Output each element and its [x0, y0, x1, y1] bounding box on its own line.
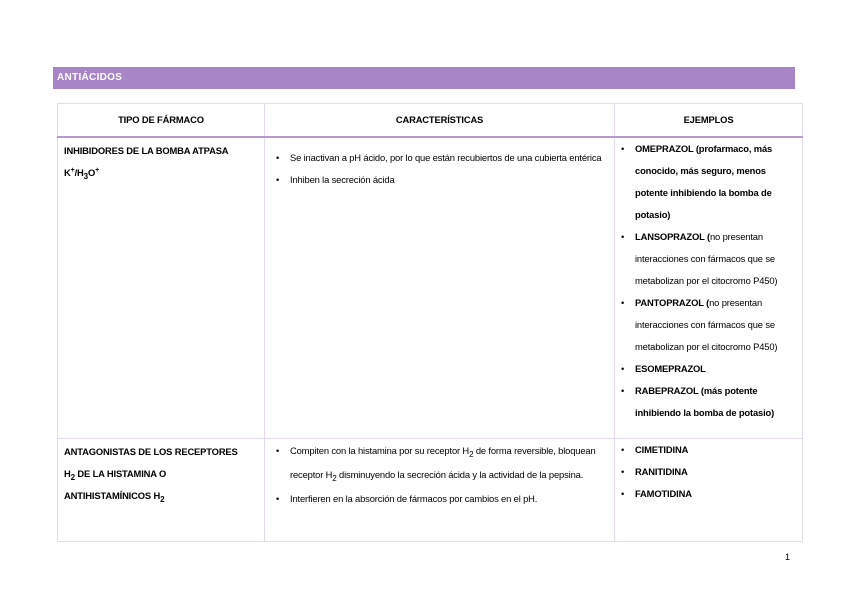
- list-item: • Interfieren en la absorción de fármacos por cambios en el pH.: [276, 493, 538, 504]
- section-title: ANTIÁCIDOS: [57, 72, 123, 83]
- examples-cell: [615, 137, 803, 439]
- table-header-row: [58, 104, 803, 137]
- list-item: • PANTOPRAZOL (no presentan interacciones con fármacos que se metabolizan por el citocromo P450): [621, 296, 778, 352]
- list-item: • OMEPRAZOL (profarmaco, más conocido, más seguro, menos potente inhibiendo la bomba de potasio): [621, 142, 773, 220]
- list-item: • FAMOTIDINA: [621, 488, 692, 499]
- drug-type-cell: [58, 137, 265, 439]
- page-number: 1: [785, 552, 791, 562]
- characteristics-cell: [265, 439, 615, 542]
- table-row: [58, 439, 803, 542]
- header-examples: EJEMPLOS: [615, 104, 803, 137]
- drug-type-cell: ANTAGONISTAS DE LOS RECEPTORES $H_2$ DE LA HISTAMINA O ANTIHISTAMÍNICOS $H_2$: [58, 439, 265, 542]
- list-item: • CIMETIDINA: [621, 444, 689, 455]
- drug-type-name: INHIBIDORES DE LA BOMBA ATPASA: [64, 144, 229, 156]
- list-item: • RANITIDINA: [621, 466, 688, 477]
- drug-table: [57, 103, 803, 542]
- list-item: • RABEPRAZOL (más potente inhibiendo la bomba de potasio): [621, 384, 775, 418]
- header-drug-type: TIPO DE FÁRMACO: [58, 104, 265, 137]
- characteristics-cell: [265, 137, 615, 439]
- list-item: • LANSOPRAZOL (no presentan interacciones con fármacos que se metabolizan por el citocromo P450): [621, 230, 778, 286]
- drug-type-formula: $K^+/H_3O^+$: [64, 166, 100, 181]
- list-item: • Se inactivan a pH ácido, por lo que están recubiertos de una cubierta entérica: [276, 151, 602, 163]
- drug-type-name: ANTAGONISTAS DE LOS RECEPTORES: [64, 446, 238, 457]
- section-title-bar: [53, 67, 795, 89]
- examples-cell: [615, 439, 803, 542]
- list-item: • Inhiben la secreción ácida: [276, 173, 395, 185]
- table-row: [58, 137, 803, 439]
- header-characteristics: CARACTERÍSTICAS: [265, 104, 615, 137]
- list-item: • ESOMEPRAZOL: [621, 362, 706, 374]
- list-item: • Compiten con la histamina por su receptor $H_2$ de forma reversible, bloquean receptor $H_2$ disminuyendo la secreción ácida y la actividad de la pepsina.: [276, 445, 596, 483]
